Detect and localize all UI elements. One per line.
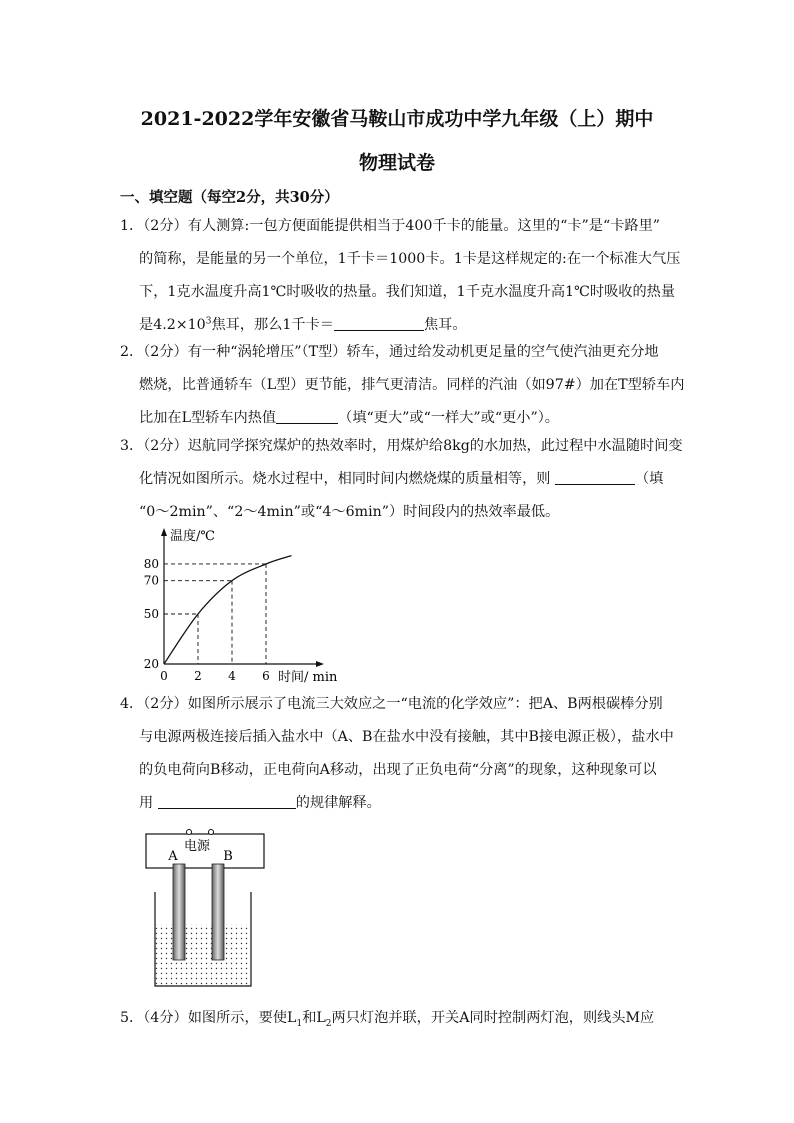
question-1 <box>120 210 680 342</box>
q5-text-2: 和L <box>302 1010 326 1026</box>
exam-title-line-2: 物理试卷 <box>358 152 435 174</box>
q5-text-1: 5．（4分）如图所示，要使L <box>120 1010 297 1026</box>
q5-sub-1: 1 <box>296 1018 303 1029</box>
q3-line-2-end: （填 <box>634 471 664 487</box>
exam-title-line-1: 2021-2022学年安徽省马鞍山市成功中学九年级（上）期中 <box>140 108 654 130</box>
y-tick-label: 20 <box>143 657 159 671</box>
x-tick-label: 6 <box>262 669 270 683</box>
q2-line-3-start: 比加在L型轿车内热值 <box>139 410 277 426</box>
q3-line-3: “0～2min”、“2～4min”或“4～6min”）时间段内的热效率最低。 <box>139 504 560 520</box>
q5-text-3: 两只灯泡并联，开关A同时控制两灯泡，则线头M应 <box>331 1010 655 1026</box>
q1-exponent: 3 <box>205 316 212 327</box>
x-axis-label: 时间/ min <box>278 670 338 685</box>
terminal-right <box>209 830 214 835</box>
q1-line-1: 1．（2分）有人测算:一包方便面能提供相当于400千卡的能量。这里的“卡”是“卡路里” <box>120 218 661 234</box>
question-2 <box>120 336 685 435</box>
y-tick-label: 50 <box>143 606 159 621</box>
power-label: 电源 <box>183 839 211 854</box>
q3-line-1: 3．（2分）迟航同学探究煤炉的热效率时，用煤炉给8kg的水加热，此过程中水温随时间变 <box>120 438 683 454</box>
y-axis-arrow <box>161 528 167 536</box>
question-3 <box>120 430 683 529</box>
q2-line-1: 2．（2分）有一种“涡轮增压”（T型）轿车，通过给发动机更足量的空气使汽油更充分地 <box>120 344 659 360</box>
electrode-b-label: B <box>223 849 233 864</box>
temperature-time-chart <box>130 520 360 690</box>
q1-line-3: 下，1克水温度升高1℃时吸收的热量。我们知道，1千克水温度升高1℃时吸收的热量 <box>139 284 676 300</box>
x-tick-label: 2 <box>194 669 202 683</box>
q1-line-4-start: 是4.2×10 <box>139 317 206 333</box>
y-tick-label: 70 <box>143 573 159 588</box>
y-tick-label: 80 <box>143 556 159 571</box>
section-heading: 一、填空题（每空2分，共30分） <box>120 189 339 206</box>
q5-sub-2: 2 <box>325 1018 332 1029</box>
q4-line-4-end: 的规律解释。 <box>295 795 381 811</box>
q1-line-2: 的简称，是能量的另一个单位，1千卡＝1000卡。1卡是这样规定的:在一个标准大气压 <box>139 251 681 267</box>
q4-line-2: 与电源两极连接后插入盐水中（A、B在盐水中没有接触，其中B接电源正极），盐水中 <box>139 729 674 745</box>
x-axis-arrow <box>316 661 324 667</box>
x-tick-label: 4 <box>228 669 236 683</box>
salt-water <box>155 924 251 986</box>
question-5 <box>120 1002 680 1035</box>
carbon-rod-b <box>212 864 224 960</box>
y-axis-label: 温度/℃ <box>170 529 215 544</box>
q3-line-2 <box>120 463 680 496</box>
electrolysis-figure <box>145 822 275 992</box>
terminal-left <box>187 830 192 835</box>
chart-layer <box>144 528 338 685</box>
q1-line-4-mid: 焦耳，那么1千卡＝ <box>211 317 334 333</box>
q2-line-2: 燃烧，比普通轿车（L型）更节能，排气更清洁。同样的汽油（如97#）加在T型轿车内 <box>139 377 685 393</box>
q4-line-4-start: 用 <box>139 795 154 811</box>
carbon-rod-a <box>173 864 185 960</box>
temperature-curve <box>164 556 292 664</box>
q1-answer-blank[interactable] <box>334 314 424 331</box>
q2-answer-blank[interactable] <box>276 407 338 424</box>
q1-line-4-end: 焦耳。 <box>423 317 467 333</box>
q4-line-3: 的负电荷向B移动，正电荷向A移动，出现了正负电荷“分离”的现象，这种现象可以 <box>139 762 657 778</box>
q3-line-2-start: 化情况如图所示。烧水过程中，相同时间内燃烧煤的质量相等，则 <box>139 471 551 487</box>
q4-line-1: 4．（2分）如图所示展示了电流三大效应之一“电流的化学效应”：把A、B两根碳棒分别 <box>120 696 663 712</box>
q4-answer-blank[interactable] <box>158 792 296 809</box>
q2-line-3-end: （填“更大”或“一样大”或“更小”）。 <box>338 410 559 426</box>
x-tick-label: 0 <box>160 669 168 683</box>
q5-line-1 <box>120 1002 680 1035</box>
question-4 <box>120 688 680 820</box>
q3-answer-blank[interactable] <box>555 468 635 485</box>
electrode-a-label: A <box>168 849 178 864</box>
q4-line-4 <box>120 787 680 820</box>
